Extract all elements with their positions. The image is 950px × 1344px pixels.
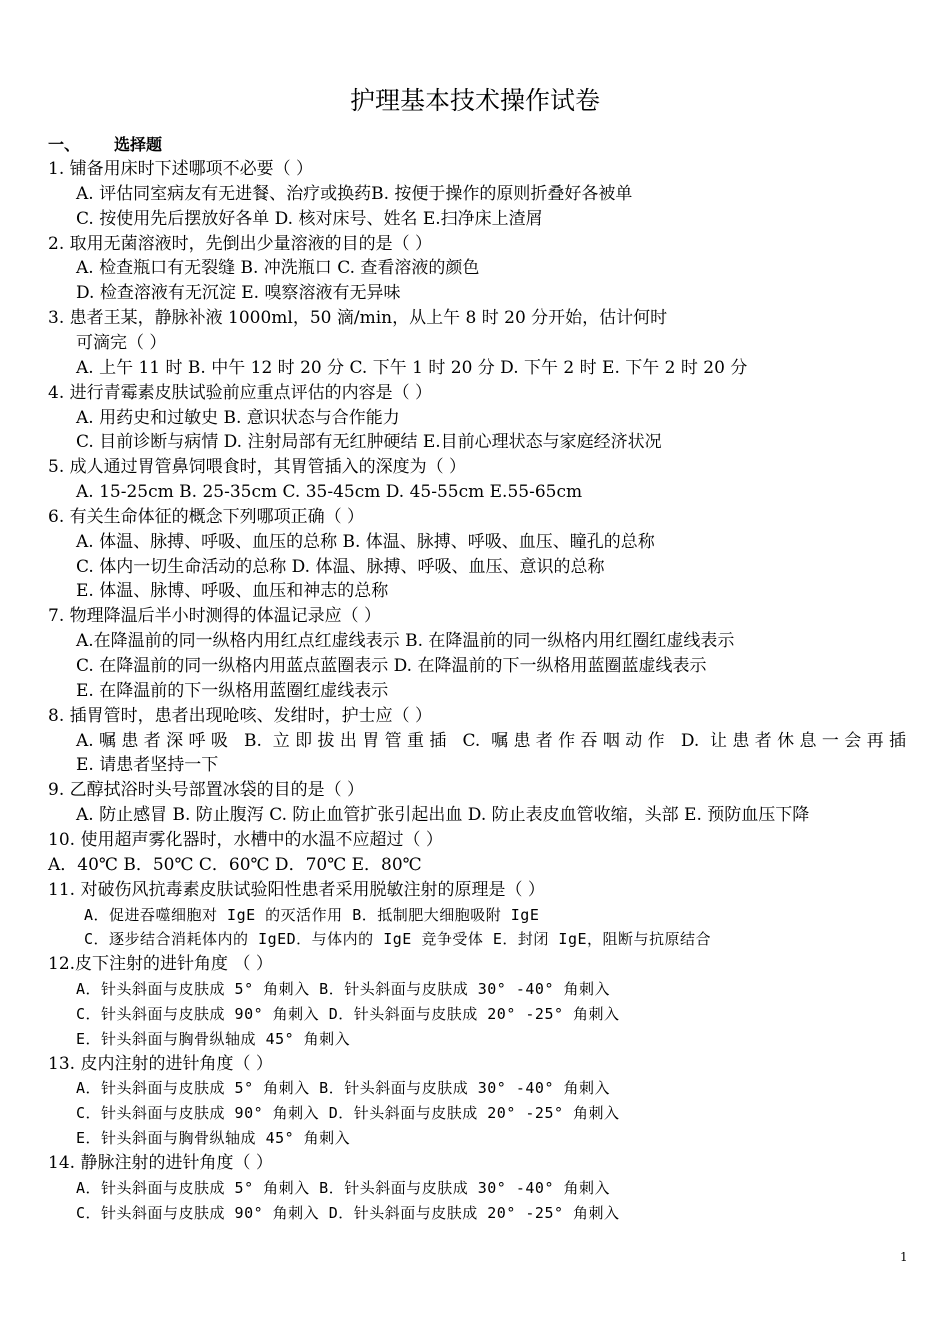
- page-number: 1: [900, 1250, 908, 1264]
- option-line: 可滴完（ ）: [76, 332, 167, 353]
- question-line: 8. 插胃管时，患者出现呛咳、发绀时，护士应（ ）: [48, 705, 433, 726]
- option-line: A. 检查瓶口有无裂缝 B. 冲洗瓶口 C. 查看溶液的颜色: [76, 258, 480, 279]
- option-line: A．针头斜面与皮肤成 5° 角刺入 B．针头斜面与皮肤成 30° -40° 角刺入: [76, 1178, 611, 1197]
- option-line: C. 体内一切生命活动的总称 D. 体温、脉搏、呼吸、血压、意识的总称: [76, 556, 605, 577]
- question-line: 6. 有关生命体征的概念下列哪项正确（ ）: [48, 506, 365, 527]
- section-number: 一、: [48, 135, 81, 154]
- question-line: 12.皮下注射的进针角度 （ ）: [48, 954, 273, 975]
- question-line: 9. 乙醇拭浴时头号部置冰袋的目的是（ ）: [48, 780, 365, 801]
- page-title: 护理基本技术操作试卷: [349, 86, 600, 115]
- option-line: C．针头斜面与皮肤成 90° 角刺入 D．针头斜面与皮肤成 20° -25° 角刺入: [76, 1104, 620, 1123]
- section-label: 选择题: [114, 135, 163, 154]
- option-line: A．40℃ B．50℃ C．60℃ D．70℃ E．80℃: [48, 854, 422, 875]
- option-line: D. 检查溶液有无沉淀 E. 嗅察溶液有无异味: [76, 283, 401, 304]
- question-line: 4. 进行青霉素皮肤试验前应重点评估的内容是（ ）: [48, 382, 433, 403]
- section-heading: [48, 135, 162, 155]
- option-line: A. 用药史和过敏史 B. 意识状态与合作能力: [76, 407, 400, 428]
- option-line: E．针头斜面与胸骨纵轴成 45° 角刺入: [76, 1129, 351, 1148]
- question-line: 10. 使用超声雾化器时，水槽中的水温不应超过（ ）: [48, 829, 443, 850]
- option-line: A．针头斜面与皮肤成 5° 角刺入 B．针头斜面与皮肤成 30° -40° 角刺入: [76, 980, 611, 999]
- option-line: A. 上午 11 时 B. 中午 12 时 20 分 C. 下午 1 时 20 分 D. 下午 2 时 E. 下午 2 时 20 分: [76, 357, 748, 378]
- option-line: A. 15-25cm B. 25-35cm C. 35-45cm D. 45-55cm E.55-65cm: [76, 482, 583, 503]
- question-line: 14. 静脉注射的进针角度（ ）: [48, 1153, 273, 1173]
- option-line: C．针头斜面与皮肤成 90° 角刺入 D．针头斜面与皮肤成 20° -25° 角刺入: [76, 1203, 620, 1222]
- option-line: A.在降温前的同一纵格内用红点红虚线表示 B. 在降温前的同一纵格内用红圈红虚线表示: [76, 631, 735, 652]
- question-line: 11. 对破伤风抗毒素皮肤试验阳性患者采用脱敏注射的原理是（ ）: [48, 879, 545, 900]
- option-line: E. 在降温前的下一纵格用蓝圈红虚线表示: [76, 680, 389, 701]
- option-line: C．逐步结合消耗体内的 IgED．与体内的 IgE 竞争受体 E．封闭 IgE，阻断与抗原结合: [84, 930, 712, 949]
- question-line: 7. 物理降温后半小时测得的体温记录应（ ）: [48, 606, 382, 627]
- question-line: 3. 患者王某，静脉补液 1000ml，50 滴/min，从上午 8 时 20 分开始，估计何时: [48, 308, 668, 329]
- option-line: A. 防止感冒 B. 防止腹泻 C. 防止血管扩张引起出血 D. 防止表皮血管收缩，头部 E. 预防血压下降: [76, 805, 810, 826]
- option-line: A. 体温、脉搏、呼吸、血压的总称 B. 体温、脉搏、呼吸、血压、瞳孔的总称: [76, 531, 655, 552]
- option-line: C. 目前诊断与病情 D. 注射局部有无红肿硬结 E.目前心理状态与家庭经济状况: [76, 432, 662, 453]
- option-line: E. 请患者坚持一下: [76, 755, 219, 776]
- question-line: 1. 铺备用床时下述哪项不必要（ ）: [48, 159, 314, 179]
- option-line: E．针头斜面与胸骨纵轴成 45° 角刺入: [76, 1029, 351, 1048]
- question-line: 13. 皮内注射的进针角度（ ）: [48, 1053, 273, 1074]
- option-line: A. 评估同室病友有无进餐、治疗或换药B. 按便于操作的原则折叠好各被单: [76, 183, 633, 204]
- option-line: A．促进吞噬细胞对 IgE 的灭活作用 B．抵制肥大细胞吸附 IgE: [84, 905, 540, 924]
- option-line: C. 按使用先后摆放好各单 D. 核对床号、姓名 E.扫净床上渣屑: [76, 208, 543, 229]
- option-line: C. 在降温前的同一纵格内用蓝点蓝圈表示 D. 在降温前的下一纵格用蓝圈蓝虚线表示: [76, 656, 707, 676]
- option-line: A．针头斜面与皮肤成 5° 角刺入 B．针头斜面与皮肤成 30° -40° 角刺入: [76, 1079, 611, 1098]
- question-line: 2. 取用无菌溶液时，先倒出少量溶液的目的是（ ）: [48, 233, 433, 254]
- option-line: A.嘱患者深呼吸 B. 立即拔出胃管重插 C. 嘱患者作吞咽动作 D. 让患者休息一会再插: [76, 730, 906, 751]
- option-line: C．针头斜面与皮肤成 90° 角刺入 D．针头斜面与皮肤成 20° -25° 角刺入: [76, 1004, 620, 1023]
- question-line: 5. 成人通过胃管鼻饲喂食时，其胃管插入的深度为（ ）: [48, 457, 467, 478]
- option-line: E. 体温、脉博、呼吸、血压和神志的总称: [76, 581, 389, 602]
